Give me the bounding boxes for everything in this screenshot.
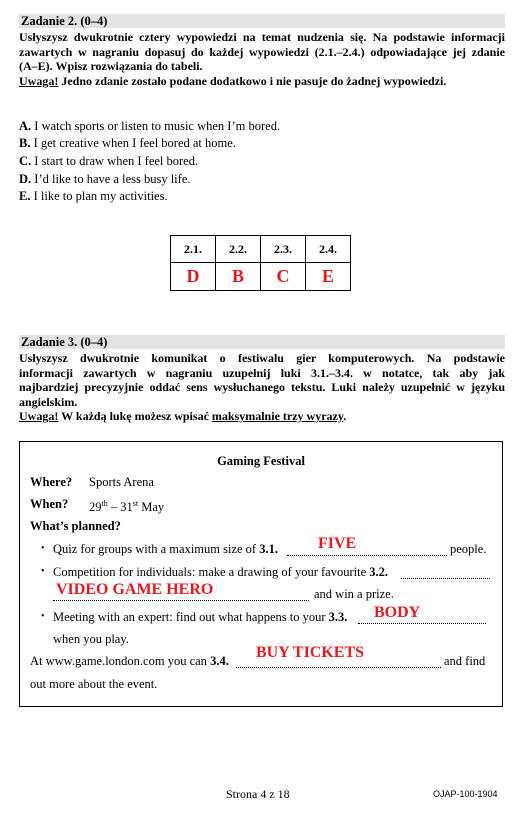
gap-number: 3.4.	[210, 654, 229, 668]
task3-instr-line: Usłyszysz dwukrotnie komunikat o festiwalu gier komputerowych. Na podstawie	[19, 351, 505, 365]
table-header-2-3: 2.3.	[261, 236, 306, 263]
gap-3-4-line	[236, 667, 441, 668]
table-header-2-2: 2.2.	[216, 236, 261, 263]
warning-label: Uwaga!	[19, 73, 59, 88]
b2-pre: Competition for individuals: make a drawing of your favourite 3.2.	[53, 565, 388, 579]
table-header-2-4: 2.4.	[306, 236, 351, 263]
planned-label: What’s planned?	[30, 519, 121, 533]
option-b	[19, 136, 236, 150]
task3-warning	[19, 409, 505, 424]
doc-code: OJAP-100-1904	[433, 789, 498, 799]
where-label: Where?	[30, 475, 73, 489]
l4-post: and find	[444, 654, 486, 668]
gap-3-4-answer[interactable]: BUY TICKETS	[256, 644, 365, 661]
l4-line2: out more about the event.	[30, 677, 158, 691]
task2-instr-line: (A–E). Wpisz rozwiązania do tabeli.	[19, 59, 203, 73]
task2-title: Zadanie 2. (0–4)	[19, 14, 505, 28]
warning-underlined: maksymalnie trzy wyrazy	[211, 409, 344, 423]
warning-label: Uwaga!	[19, 409, 59, 423]
when-month: May	[138, 500, 165, 515]
gap-number: 3.3.	[328, 610, 348, 624]
task3-instr-line: informacji zawartych w nagraniu uzupełnij luki 3.1.–3.4. w notatce, tak aby jak	[19, 365, 505, 380]
option-text: I get creative when I feel bored at home.	[30, 136, 236, 150]
answer-cell-2-2[interactable]: B	[216, 263, 261, 291]
gap-3-2-answer[interactable]: VIDEO GAME HERO	[56, 581, 214, 598]
task2-instr-line: zawartych w nagraniu dopasuj do każdej wypowiedzi (2.1.–2.4.) odpowiadające jej zdanie	[19, 44, 505, 59]
gap-3-1-answer[interactable]: FIVE	[318, 535, 357, 552]
option-c	[19, 154, 198, 168]
gap-3-3-line	[358, 623, 486, 624]
bullet-icon: •	[41, 611, 45, 622]
option-a	[19, 119, 280, 133]
answer-table	[170, 235, 351, 291]
gap-3-1-line	[287, 555, 447, 556]
task3-title: Zadanie 3. (0–4)	[19, 335, 505, 349]
task2-warning	[19, 74, 505, 89]
warning-text: W każdą lukę możesz wpisać	[58, 409, 212, 423]
option-letter: A.	[19, 119, 32, 133]
b2-post: and win a prize.	[314, 587, 394, 601]
option-letter: C.	[19, 154, 32, 168]
task2-instructions	[19, 30, 505, 88]
gap-number: 3.2.	[369, 565, 388, 579]
when-label: When?	[30, 497, 69, 511]
when-value	[89, 497, 164, 514]
option-letter: B.	[19, 136, 31, 150]
option-text: I watch sports or listen to music when I’m bored.	[31, 119, 281, 133]
task3-instructions	[19, 351, 505, 424]
when-day1: 29	[89, 500, 102, 515]
answer-cell-2-3[interactable]: C	[261, 263, 306, 291]
bullet-icon: •	[41, 543, 45, 554]
b1-pre: Quiz for groups with a maximum size of 3.1.	[53, 542, 278, 556]
l4-pre: At www.game.london.com you can 3.4.	[30, 654, 229, 668]
option-text: I’d like to have a less busy life.	[31, 172, 191, 186]
b3-line2: when you play.	[53, 632, 129, 646]
b1-post: people.	[450, 542, 487, 556]
page-number: Strona 4 z 18	[226, 787, 290, 801]
when-sup1: th	[101, 499, 108, 508]
option-e	[19, 189, 168, 203]
answer-cell-2-4[interactable]: E	[306, 263, 351, 291]
answer-cell-2-1[interactable]: D	[171, 263, 216, 291]
option-letter: D.	[19, 172, 32, 186]
warning-text: .	[343, 409, 347, 423]
gap-number: 3.1.	[259, 542, 278, 556]
option-letter: E.	[19, 189, 31, 203]
where-value: Sports Arena	[89, 475, 154, 489]
task2-instr-line: Usłyszysz dwukrotnie cztery wypowiedzi na temat nudzenia się. Na podstawie informacji	[19, 30, 505, 44]
option-d	[19, 172, 191, 186]
option-text: I start to draw when I feel bored.	[31, 154, 199, 168]
gap-3-2-line2	[53, 600, 309, 601]
gap-3-3-answer[interactable]: BODY	[374, 604, 421, 621]
table-header-2-1: 2.1.	[171, 236, 216, 263]
bullet-icon: •	[41, 566, 45, 577]
option-text: I like to plan my activities.	[30, 189, 168, 203]
b3-pre: Meeting with an expert: find out what happens to your 3.3.	[53, 610, 348, 624]
gap-3-2-line	[401, 578, 490, 579]
task3-instr-line: angielskim.	[19, 394, 78, 409]
when-sup2: st	[132, 499, 139, 508]
when-dash: – 31	[107, 500, 133, 515]
note-heading: Gaming Festival	[217, 454, 305, 468]
warning-text: Jedno zdanie zostało podane dodatkowo i nie pasuje do żadnej wypowiedzi.	[58, 73, 447, 88]
task3-instr-line: najbardziej precyzyjnie oddać sens wysłuchanego tekstu. Luki należy uzupełnić w języku	[19, 380, 505, 394]
